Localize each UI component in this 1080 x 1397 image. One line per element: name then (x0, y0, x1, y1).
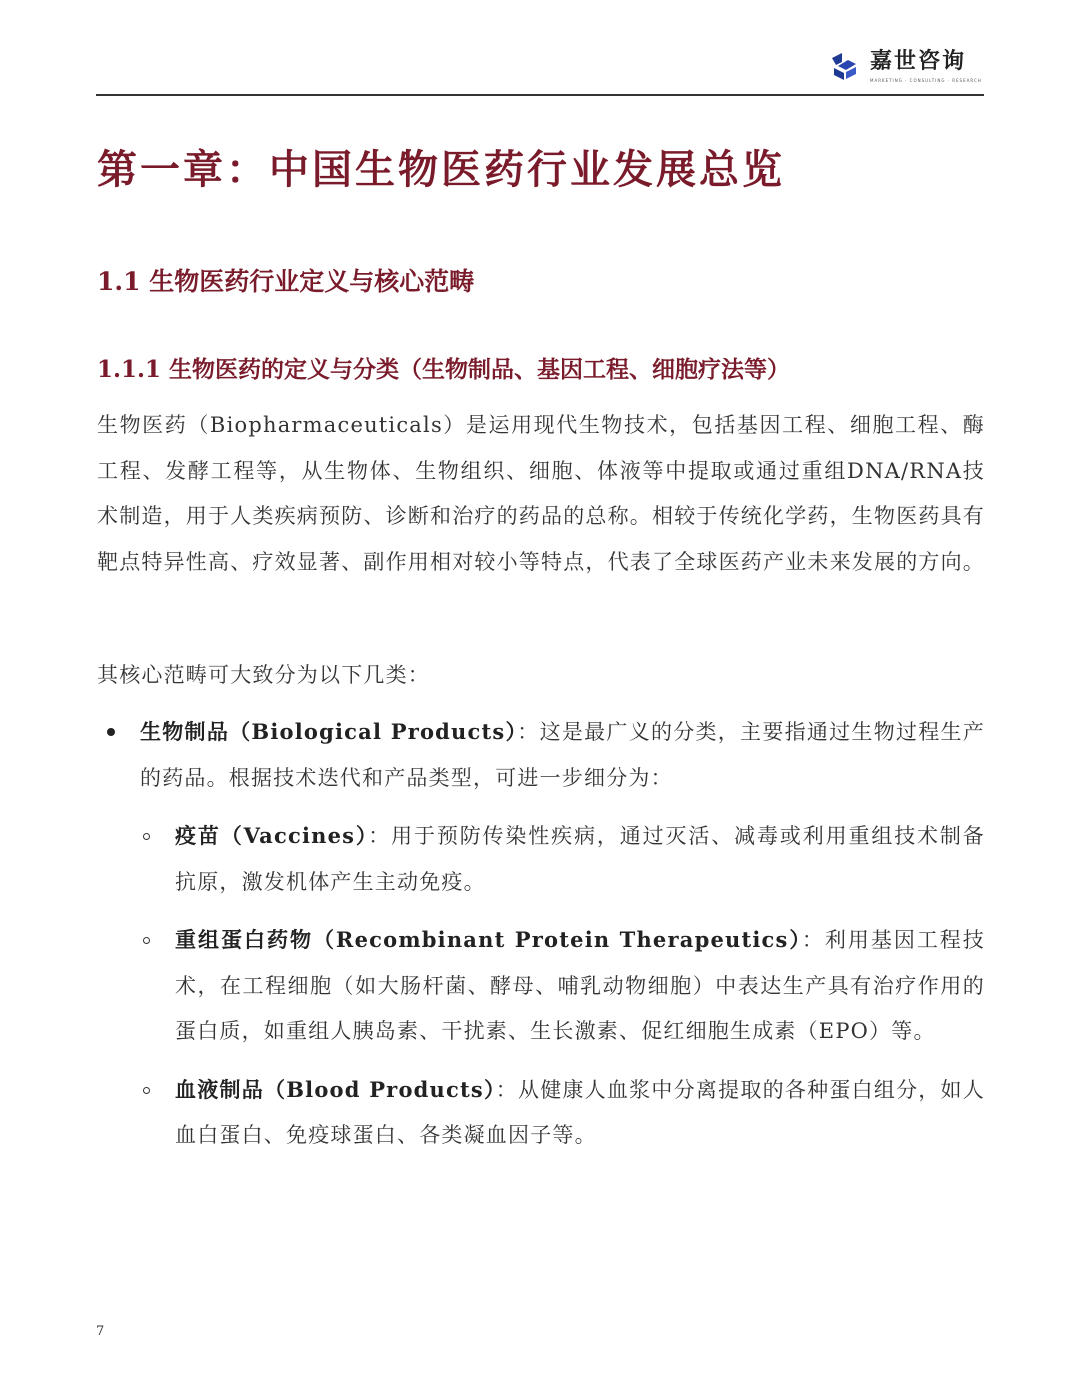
sub-list-item-term: 重组蛋白药物（Recombinant Protein Therapeutics） (175, 927, 802, 952)
list-item-term: 生物制品（Biological Products） (140, 719, 518, 744)
sub-list-item-text: ：利用基因工程技术，在工程细胞（如大肠杆菌、酵母、哺乳动物细胞）中表达生产具有治疗作用的蛋白质，如重组人胰岛素、干扰素、生长激素、促红细胞生成素（EPO）等。 (175, 928, 985, 1043)
circle-bullet-icon (143, 833, 150, 840)
sub-list-item-term: 疫苗（Vaccines） (175, 823, 369, 848)
logo-name: 嘉世咨询 (870, 48, 967, 74)
sub-list (97, 813, 985, 1159)
page-number: 7 (96, 1324, 105, 1339)
sub-list-item (97, 917, 985, 1055)
category-list (97, 709, 985, 1159)
sub-list-item-text: ：从健康人血浆中分离提取的各种蛋白组分，如人血白蛋白、免疫球蛋白、各类凝血因子等。 (175, 1077, 985, 1147)
logo-mark-icon (828, 50, 860, 82)
logo-tagline: MARKETING · CONSULTING · RESEARCH (870, 77, 982, 83)
list-item (97, 709, 985, 801)
sub-list-item-text: ：用于预防传染性疾病，通过灭活、减毒或利用重组技术制备抗原，激发机体产生主动免疫。 (175, 824, 985, 894)
chapter-title: 第一章：中国生物医药行业发展总览 (97, 146, 785, 193)
circle-bullet-icon (143, 1087, 150, 1094)
logo (828, 46, 982, 86)
sub-list-item-term: 血液制品（Blood Products） (175, 1076, 496, 1102)
lead-text: 其核心范畴可大致分为以下几类： (97, 663, 430, 687)
sub-list-item (97, 1067, 985, 1159)
sub-list-item (97, 813, 985, 905)
circle-bullet-icon (143, 937, 150, 944)
list-item-text: ：这是最广义的分类，主要指通过生物过程生产的药品。根据技术迭代和产品类型，可进一步细分为： (140, 720, 986, 790)
section-title: 1.1 生物医药行业定义与核心范畴 (97, 267, 475, 296)
subsection-title: 1.1.1 生物医药的定义与分类（生物制品、基因工程、细胞疗法等） (97, 356, 791, 383)
header-divider (96, 94, 984, 96)
bullet-icon (107, 728, 115, 736)
intro-paragraph: 生物医药（Biopharmaceuticals）是运用现代生物技术，包括基因工程、细胞工程、酶工程、发酵工程等，从生物体、生物组织、细胞、体液等中提取或通过重组DNA/RNA技术制造，用于人类疾病预防、诊断和治疗的药品的总称。相较于传统化学药，生物医药具有靶点特异性高、疗效显著、副作用相对较小等特点，代表了全球医药产业未来发展的方向。 (97, 413, 985, 574)
